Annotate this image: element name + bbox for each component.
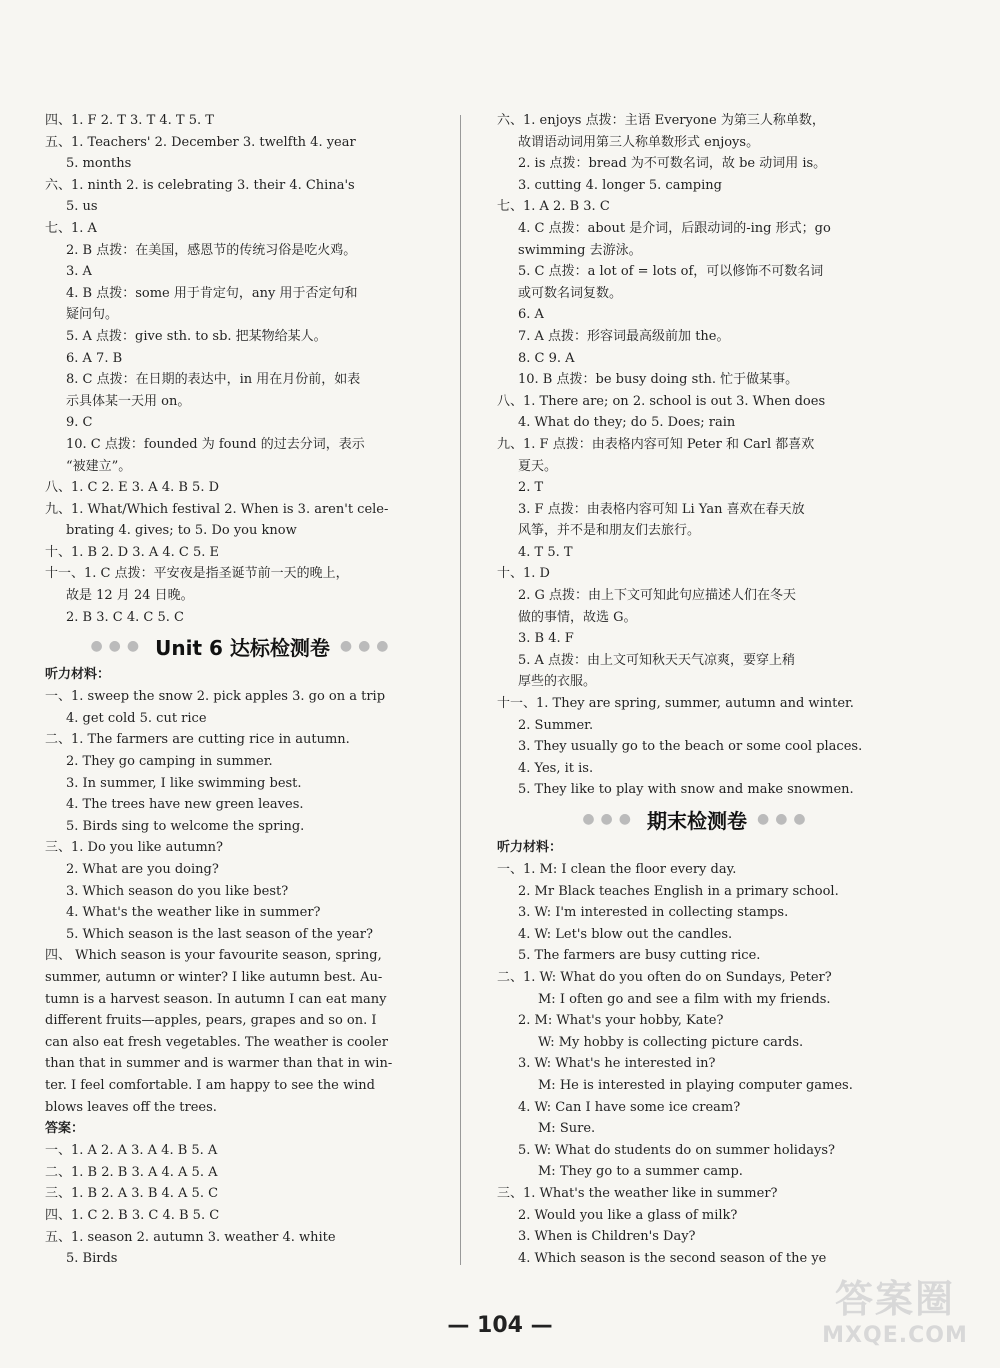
left-unit6-answers [45, 1140, 440, 1270]
text-line: 3. They usually go to the beach or some cool places. [518, 739, 863, 755]
text-line: 4. T 5. T [518, 544, 573, 560]
text-line: 或可数名词复数。 [518, 285, 623, 301]
watermark-en: MXQE.COM [822, 1323, 968, 1348]
text-line: 5. W: What do students do on summer holidays? [518, 1142, 836, 1158]
text-line: 六、1. ninth 2. is celebrating 3. their 4. China's [45, 177, 355, 193]
answers-label: 答案： [45, 1121, 85, 1137]
text-line: M: I often go and see a film with my friends. [538, 991, 831, 1007]
text-line: 10. B 点拨：be busy doing sth. 忙于做某事。 [518, 372, 799, 388]
text-line: 4. What's the weather like in summer? [66, 905, 321, 921]
text-line: summer, autumn or winter? I like autumn best. Au- [45, 969, 383, 985]
section-title-unit6 [45, 628, 440, 664]
text-line: 四、1. C 2. B 3. C 4. B 5. C [45, 1207, 220, 1223]
text-line: 2. is 点拨：bread 为不可数名词，故 be 动词用 is。 [518, 156, 827, 172]
listening-label: 听力材料： [497, 840, 563, 855]
column-divider [460, 115, 461, 1265]
text-line: 示具体某一天用 on。 [66, 393, 191, 409]
text-line: 3. W: I'm interested in collecting stamps. [518, 905, 789, 921]
text-line: 4. W: Let's blow out the candles. [518, 926, 733, 942]
text-line: 5. us [66, 199, 98, 215]
text-line: 4. Which season is the second season of the ye [518, 1250, 827, 1266]
text-line: M: They go to a summer camp. [538, 1164, 743, 1180]
text-line: 2. Mr Black teaches English in a primary school. [518, 883, 839, 899]
text-line: can also eat fresh vegetables. The weather is cooler [45, 1034, 388, 1050]
text-line: 九、1. F 点拨：由表格内容可知 Peter 和 Carl 都喜欢 [497, 436, 815, 452]
text-line: W: My hobby is collecting picture cards. [538, 1034, 804, 1050]
text-line: different fruits—apples, pears, grapes and so on. I [45, 1013, 377, 1029]
text-line: 三、1. Do you like autumn? [45, 840, 224, 856]
text-line: 4. What do they; do 5. Does; rain [518, 415, 736, 431]
text-line: 5. A 点拨：give sth. to sb. 把某物给某人。 [66, 328, 327, 344]
text-line: 九、1. What/Which festival 2. When is 3. aren't cele- [45, 501, 389, 517]
text-line: 6. A [518, 307, 544, 323]
text-line: 五、1. Teachers' 2. December 3. twelfth 4. year [45, 134, 356, 150]
section-title-final-exam [497, 801, 897, 837]
text-line: 4. C 点拨：about 是介词，后跟动词的-ing 形式；go [518, 220, 831, 236]
text-line: 3. When is Children's Day? [518, 1229, 696, 1245]
text-line: 6. A 7. B [66, 350, 123, 366]
text-line: 一、1. sweep the snow 2. pick apples 3. go on a trip [45, 689, 386, 705]
text-line: 4. W: Can I have some ice cream? [518, 1099, 741, 1115]
text-line: blows leaves off the trees. [45, 1099, 217, 1115]
text-line: 5. They like to play with snow and make snowmen. [518, 782, 854, 798]
text-line: M: Sure. [538, 1121, 596, 1137]
text-line: 十一、1. They are spring, summer, autumn and winter. [497, 696, 854, 712]
text-line: M: He is interested in playing computer games. [538, 1077, 853, 1093]
text-line: 六、1. enjoys 点拨：主语 Everyone 为第三人称单数， [497, 113, 825, 128]
text-line: swimming 去游泳。 [518, 242, 642, 258]
text-line: 5. A 点拨：由上文可知秋天天气凉爽，要穿上稍 [518, 652, 796, 668]
text-line: 风筝，并不是和朋友们去旅行。 [518, 523, 701, 539]
left-answers-block [45, 110, 440, 628]
text-line: 5. Birds [66, 1251, 118, 1267]
text-line: 3. Which season do you like best? [66, 883, 289, 899]
text-line: 二、1. The farmers are cutting rice in autumn. [45, 732, 350, 748]
text-line: 8. C 点拨：在日期的表达中，in 用在月份前，如表 [66, 372, 361, 388]
text-line: 故是 12 月 24 日晚。 [66, 588, 194, 604]
title-dots-left: ●●● [90, 638, 146, 655]
text-line: 十一、1. C 点拨：平安夜是指圣诞节前一天的晚上， [45, 566, 349, 582]
text-line: 2. They go camping in summer. [66, 754, 273, 770]
text-line: 10. C 点拨：founded 为 found 的过去分词，表示 [66, 436, 365, 452]
title-dots-right: ●●● [339, 638, 395, 655]
text-line: 2. B 3. C 4. C 5. C [66, 609, 184, 625]
text-line: 厚些的衣服。 [518, 674, 597, 690]
text-line: 二、1. W: What do you often do on Sundays, Peter? [497, 969, 832, 985]
text-line: 5. C 点拨：a lot of = lots of，可以修饰不可数名词 [518, 264, 824, 280]
text-line: 八、1. There are; on 2. school is out 3. When does [497, 393, 826, 409]
text-line: 2. T [518, 480, 544, 496]
text-line: 9. C [66, 415, 93, 431]
text-line: 二、1. B 2. B 3. A 4. A 5. A [45, 1164, 218, 1180]
text-line: ter. I feel comfortable. I am happy to see the wind [45, 1077, 375, 1093]
text-line: 七、1. A [45, 220, 97, 236]
text-line: 一、1. M: I clean the floor every day. [497, 862, 737, 877]
text-line: 做的事情，故选 G。 [518, 609, 637, 625]
text-line: 疑问句。 [66, 307, 119, 323]
text-line: 4. Yes, it is. [518, 760, 594, 776]
text-line: 2. G 点拨：由上下文可知此句应描述人们在冬天 [518, 588, 797, 604]
text-line: 5. The farmers are busy cutting rice. [518, 948, 761, 964]
title-dots-left: ●●● [582, 811, 637, 827]
right-answers-block [497, 110, 897, 801]
text-line: 2. B 点拨：在美国，感恩节的传统习俗是吃火鸡。 [66, 242, 357, 258]
text-line: 3. A [66, 264, 92, 280]
left-listening-block [45, 686, 440, 1118]
page-number: — 104 — [447, 1313, 553, 1338]
text-line: 故谓语动词用第三人称单数形式 enjoys。 [518, 134, 760, 150]
text-line: 7. A 点拨：形容词最高级前加 the。 [518, 328, 730, 344]
text-line: 一、1. A 2. A 3. A 4. B 5. A [45, 1143, 218, 1159]
text-line: 五、1. season 2. autumn 3. weather 4. white [45, 1229, 336, 1245]
left-column [45, 110, 440, 1270]
text-line: 5. Which season is the last season of the year? [66, 926, 373, 942]
text-line: 十、1. D [497, 566, 550, 582]
text-line: 4. The trees have new green leaves. [66, 797, 304, 813]
text-line: 3. B 4. F [518, 631, 574, 647]
text-line: 夏天。 [518, 458, 558, 474]
text-line: brating 4. gives; to 5. Do you know [66, 523, 297, 539]
text-line: 三、1. B 2. A 3. B 4. A 5. C [45, 1186, 219, 1202]
section-title-text: Unit 6 达标检测卷 [155, 635, 330, 660]
watermark-logo [800, 1268, 990, 1360]
text-line: 4. B 点拨：some 用于肯定句，any 用于否定句和 [66, 285, 358, 301]
text-line: 三、1. What's the weather like in summer? [497, 1185, 778, 1201]
text-line: 3. In summer, I like swimming best. [66, 775, 302, 791]
text-line: 3. cutting 4. longer 5. camping [518, 177, 722, 193]
text-line: 四、 Which season is your favourite season, spring, [45, 948, 382, 964]
text-line: 4. get cold 5. cut rice [66, 710, 207, 726]
text-line: tumn is a harvest season. In autumn I can eat many [45, 991, 387, 1007]
text-line: “被建立”。 [66, 458, 132, 474]
text-line: 十、1. B 2. D 3. A 4. C 5. E [45, 544, 220, 560]
watermark-cn: 答案圈 [834, 1277, 955, 1321]
right-column [497, 110, 897, 1269]
listening-label: 听力材料： [45, 667, 111, 683]
text-line: 2. Summer. [518, 717, 594, 733]
text-line: 3. W: What's he interested in? [518, 1056, 716, 1072]
text-line: 四、1. F 2. T 3. T 4. T 5. T [45, 113, 214, 128]
text-line: 3. F 点拨：由表格内容可知 Li Yan 喜欢在春天放 [518, 501, 805, 517]
section-title-text: 期末检测卷 [647, 808, 747, 833]
text-line: than that in summer and is warmer than that in win- [45, 1056, 393, 1072]
text-line: 2. What are you doing? [66, 862, 219, 877]
text-line: 5. Birds sing to welcome the spring. [66, 818, 305, 834]
text-line: 8. C 9. A [518, 350, 575, 366]
right-listening-block [497, 859, 897, 1269]
text-line: 2. Would you like a glass of milk? [518, 1207, 738, 1223]
text-line: 5. months [66, 156, 132, 172]
title-dots-right: ●●● [757, 811, 812, 827]
text-line: 八、1. C 2. E 3. A 4. B 5. D [45, 480, 220, 496]
text-line: 七、1. A 2. B 3. C [497, 199, 610, 215]
text-line: 2. M: What's your hobby, Kate? [518, 1013, 724, 1029]
